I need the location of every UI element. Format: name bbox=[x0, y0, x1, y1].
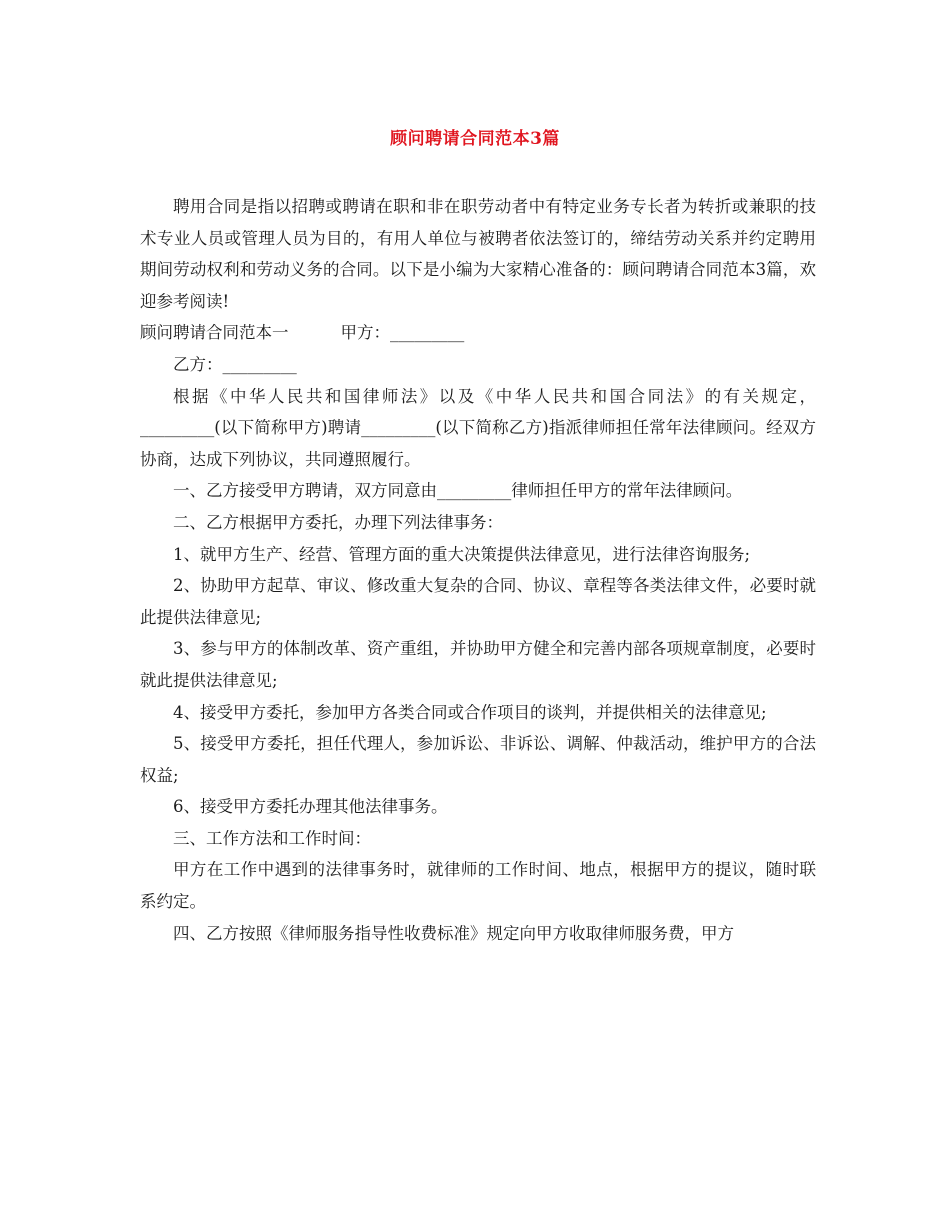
clause-2-item-4: 4、接受甲方委托，参加甲方各类合同或合作项目的谈判，并提供相关的法律意见; bbox=[173, 702, 767, 722]
clause-2-item-3: 3、参与甲方的体制改革、资产重组，并协助甲方健全和完善内部各项规章制度，必要时就此提供法律意见; bbox=[140, 639, 816, 690]
clause-3: 三、工作方法和工作时间： bbox=[173, 828, 371, 848]
party-a-line: 甲方：_________ bbox=[340, 323, 465, 343]
sample-heading: 顾问聘请合同范本一 bbox=[140, 323, 289, 343]
clause-2-item-6: 6、接受甲方委托办理其他法律事务。 bbox=[173, 797, 448, 817]
basis-paragraph: 根据《中华人民共和国律师法》以及《中华人民共和国合同法》的有关规定，_________(以下简称甲方)聘请_________(以下简称乙方)指派律师担任常年法律顾问。经双方协商，达成下列协议，共同遵照履行。 bbox=[140, 386, 816, 469]
clause-2-item-1: 1、就甲方生产、经营、管理方面的重大决策提供法律意见，进行法律咨询服务; bbox=[173, 544, 751, 564]
intro-paragraph: 聘用合同是指以招聘或聘请在职和非在职劳动者中有特定业务专长者为转折或兼职的技术专业人员或管理人员为目的，有用人单位与被聘者依法签订的，缔结劳动关系并约定聘用期间劳动权利和劳动义务的合同。以下是小编为大家精心准备的：顾问聘请合同范本3篇，欢迎参考阅读! bbox=[140, 197, 816, 311]
clause-3-text: 甲方在工作中遇到的法律事务时，就律师的工作时间、地点，根据甲方的提议，随时联系约定。 bbox=[140, 860, 816, 912]
clause-2-item-5: 5、接受甲方委托，担任代理人，参加诉讼、非诉讼、调解、仲裁活动，维护甲方的合法权益; bbox=[140, 734, 816, 785]
sample-heading-line bbox=[140, 317, 816, 349]
clause-2: 二、乙方根据甲方委托，办理下列法律事务： bbox=[173, 512, 503, 532]
clause-4: 四、乙方按照《律师服务指导性收费标准》规定向甲方收取律师服务费，甲方 bbox=[173, 923, 734, 943]
clause-1: 一、乙方接受甲方聘请，双方同意由_________律师担任甲方的常年法律顾问。 bbox=[173, 481, 743, 501]
document-title: 顾问聘请合同范本3篇 bbox=[390, 129, 560, 149]
party-b-line: 乙方：_________ bbox=[173, 354, 297, 374]
clause-2-item-2: 2、协助甲方起草、审议、修改重大复杂的合同、协议、章程等各类法律文件，必要时就此提供法律意见; bbox=[140, 576, 816, 627]
document-body bbox=[140, 191, 816, 949]
